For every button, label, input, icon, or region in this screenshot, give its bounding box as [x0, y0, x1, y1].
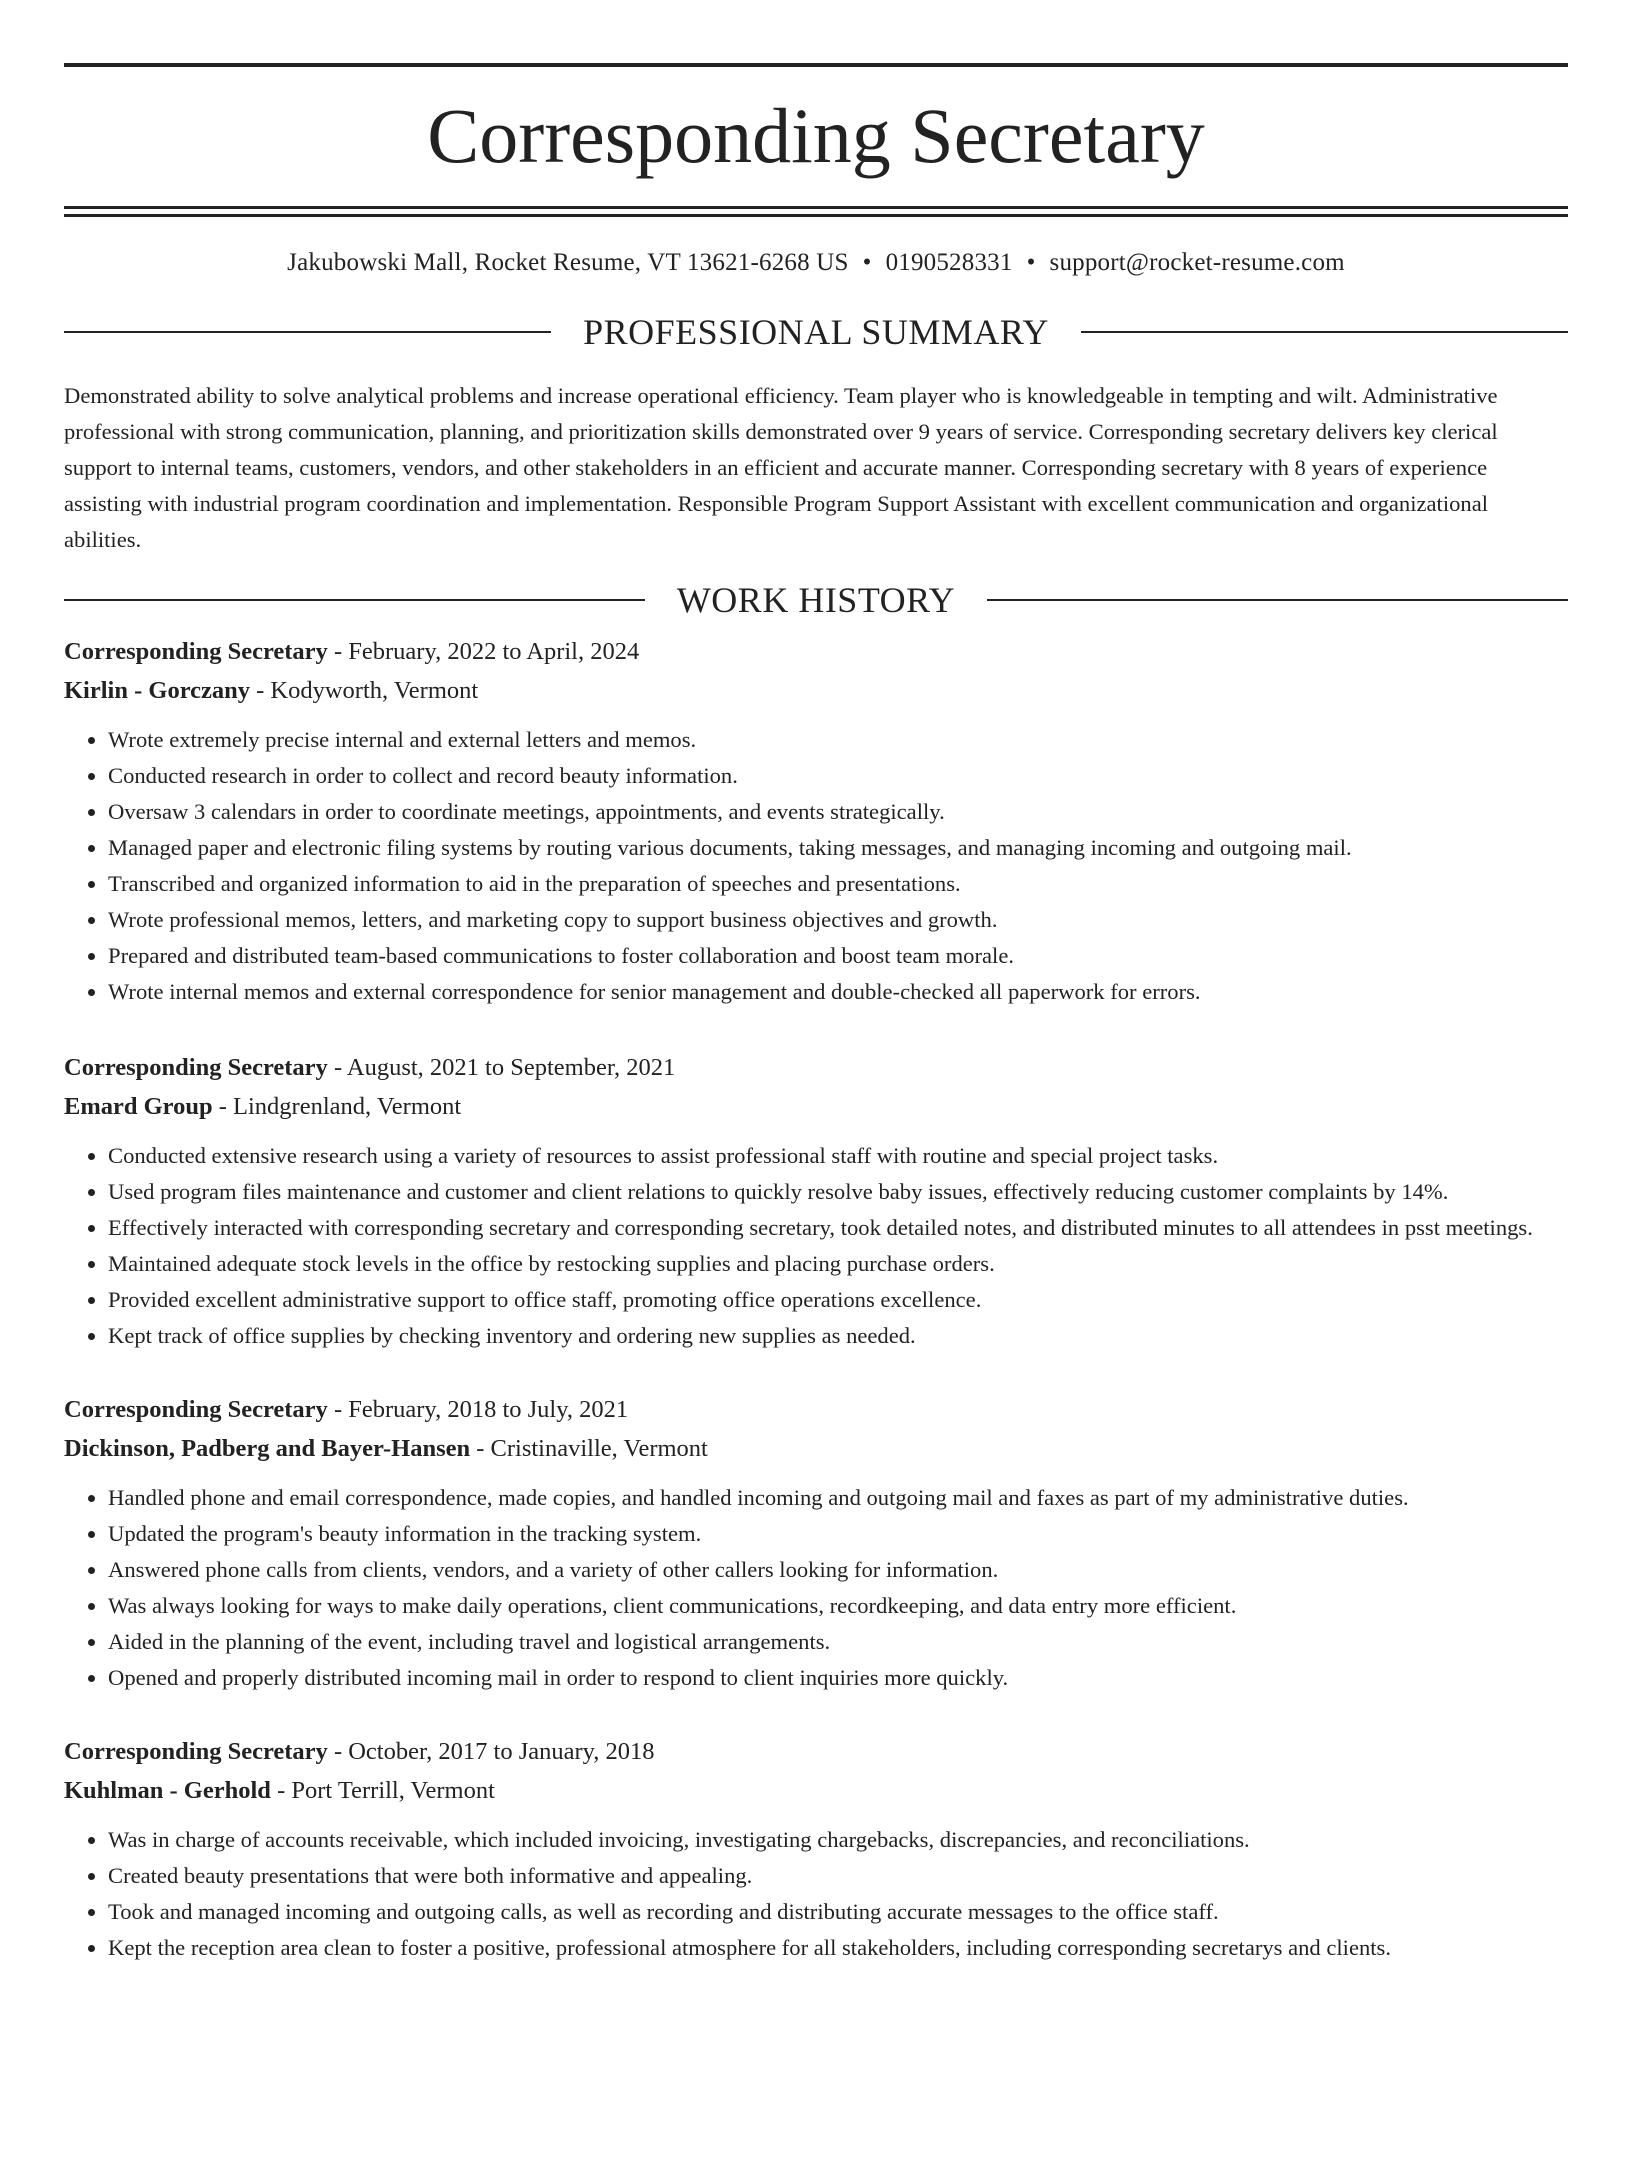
job-title: Corresponding Secretary — [64, 638, 328, 665]
contact-email: support@rocket-resume.com — [1049, 249, 1345, 276]
job-bullet: • Opened and properly distributed incoming mail in order to respond to client inquiries more quickly. — [108, 1660, 1568, 1696]
job-location: - Kodyworth, Vermont — [250, 677, 479, 704]
job-title: Corresponding Secretary — [64, 1396, 328, 1423]
job-company-line — [64, 1087, 1568, 1126]
job-bullet: • Oversaw 3 calendars in order to coordinate meetings, appointments, and events strategically. — [108, 794, 1568, 830]
job-bullet-list — [64, 1822, 1568, 1966]
job-bullet-list — [64, 722, 1568, 1010]
job-title: Corresponding Secretary — [64, 1738, 328, 1765]
heading-rule-right — [1081, 331, 1568, 333]
heading-rule-left — [64, 331, 551, 333]
job-bullet: • Wrote internal memos and external correspondence for senior management and double-checked all paperwork for errors. — [108, 974, 1568, 1010]
job-title-line — [64, 1048, 1568, 1087]
job-bullet: • Conducted research in order to collect and record beauty information. — [108, 758, 1568, 794]
job-dates: - October, 2017 to January, 2018 — [327, 1738, 655, 1765]
job-company: Dickinson, Padberg and Bayer-Hansen — [64, 1435, 471, 1462]
job-company: Emard Group — [64, 1093, 213, 1120]
job-location: - Lindgrenland, Vermont — [212, 1093, 462, 1120]
job-bullet: • Conducted extensive research using a variety of resources to assist professional staff with routine and special project tasks. — [108, 1138, 1568, 1174]
work-history-list — [64, 632, 1568, 1966]
job-bullet: • Was always looking for ways to make daily operations, client communications, recordkeeping, and data entry more efficient. — [108, 1588, 1568, 1624]
job-entry — [64, 632, 1568, 1010]
contact-phone: 0190528331 — [885, 249, 1013, 276]
contact-separator: • — [862, 249, 872, 276]
job-company-line — [64, 671, 1568, 710]
job-entry — [64, 1390, 1568, 1696]
job-bullet: • Wrote extremely precise internal and external letters and memos. — [108, 722, 1568, 758]
header-top-rule — [64, 63, 1568, 67]
job-dates: - February, 2018 to July, 2021 — [327, 1396, 629, 1423]
contact-line — [64, 247, 1568, 279]
job-company-line — [64, 1771, 1568, 1810]
job-title: Corresponding Secretary — [64, 1054, 328, 1081]
summary-heading-title: PROFESSIONAL SUMMARY — [583, 312, 1049, 352]
job-bullet: • Aided in the planning of the event, including travel and logistical arrangements. — [108, 1624, 1568, 1660]
heading-rule-left — [64, 599, 645, 601]
resume-page — [0, 63, 1632, 2175]
job-bullet: • Prepared and distributed team-based communications to foster collaboration and boost team morale. — [108, 938, 1568, 974]
job-location: - Port Terrill, Vermont — [270, 1777, 495, 1804]
work-section-heading — [64, 582, 1568, 618]
job-bullet: • Transcribed and organized information to aid in the preparation of speeches and presentations. — [108, 866, 1568, 902]
contact-separator: • — [1026, 249, 1036, 276]
page-title: Corresponding Secretary — [427, 92, 1205, 179]
job-bullet: • Answered phone calls from clients, vendors, and a variety of other callers looking for information. — [108, 1552, 1568, 1588]
job-location: - Cristinaville, Vermont — [470, 1435, 708, 1462]
job-company: Kirlin - Gorczany — [64, 677, 250, 704]
job-title-line — [64, 1390, 1568, 1429]
summary-section-heading — [64, 314, 1568, 350]
job-bullet: • Used program files maintenance and customer and client relations to quickly resolve baby issues, effectively reducing customer complaints by 14%. — [108, 1174, 1568, 1210]
job-bullet-list — [64, 1480, 1568, 1696]
job-bullet: • Was in charge of accounts receivable, which included invoicing, investigating chargebacks, discrepancies, and reconciliations. — [108, 1822, 1568, 1858]
job-bullet: • Took and managed incoming and outgoing calls, as well as recording and distributing accurate messages to the office staff. — [108, 1894, 1568, 1930]
job-title-line — [64, 632, 1568, 671]
job-dates: - February, 2022 to April, 2024 — [327, 638, 640, 665]
job-entry — [64, 1732, 1568, 1966]
job-bullet: • Provided excellent administrative support to office staff, promoting office operations excellence. — [108, 1282, 1568, 1318]
job-bullet: • Kept track of office supplies by checking inventory and ordering new supplies as needed. — [108, 1318, 1568, 1354]
job-bullet: • Created beauty presentations that were both informative and appealing. — [108, 1858, 1568, 1894]
job-company-line — [64, 1429, 1568, 1468]
job-entry — [64, 1048, 1568, 1354]
job-bullet: • Effectively interacted with corresponding secretary and corresponding secretary, took detailed notes, and distributed minutes to all attendees in psst meetings. — [108, 1210, 1568, 1246]
summary-text: Demonstrated ability to solve analytical problems and increase operational efficiency. Team player who is knowledgeable in tempting and wilt. Administrative professional with strong communication, planning, and prioritization skills demonstrated over 9 years of service. Corresponding secretary delivers key clerical support to internal teams, customers, vendors, and other stakeholders in an efficient and accurate manner. Corresponding secretary with 8 years of experience assisting with industrial program coordination and implementation. Responsible Program Support Assistant with excellent communication and organizational abilities. — [64, 383, 1498, 552]
job-title-line — [64, 1732, 1568, 1771]
job-dates: - August, 2021 to September, 2021 — [327, 1054, 676, 1081]
job-company: Kuhlman - Gerhold — [64, 1777, 271, 1804]
job-bullet: • Managed paper and electronic filing systems by routing various documents, taking messages, and managing incoming and outgoing mail. — [108, 830, 1568, 866]
job-bullet-list — [64, 1138, 1568, 1354]
heading-rule-right — [987, 599, 1568, 601]
job-bullet: • Updated the program's beauty information in the tracking system. — [108, 1516, 1568, 1552]
job-bullet: • Wrote professional memos, letters, and marketing copy to support business objectives and growth. — [108, 902, 1568, 938]
job-bullet: • Maintained adequate stock levels in the office by restocking supplies and placing purchase orders. — [108, 1246, 1568, 1282]
job-bullet: • Handled phone and email correspondence, made copies, and handled incoming and outgoing mail and faxes as part of my administrative duties. — [108, 1480, 1568, 1516]
work-heading-title: WORK HISTORY — [676, 580, 956, 620]
job-bullet: • Kept the reception area clean to foster a positive, professional atmosphere for all stakeholders, including corresponding secretarys and clients. — [108, 1930, 1568, 1966]
header-double-rule — [64, 206, 1568, 217]
contact-address: Jakubowski Mall, Rocket Resume, VT 13621-6268 US — [287, 249, 849, 276]
